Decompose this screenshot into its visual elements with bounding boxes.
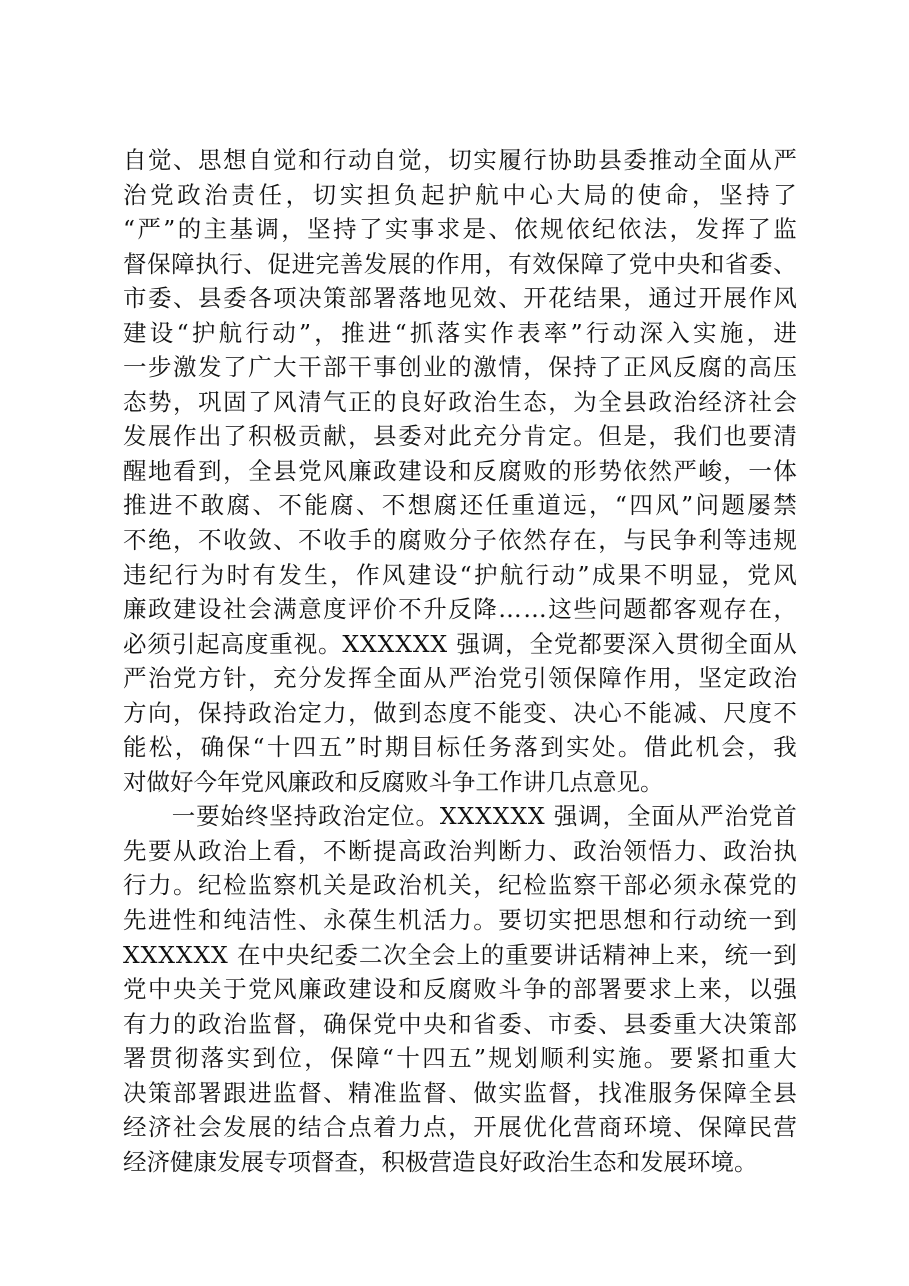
text-line: 有 力 的 政 治 监 督 ， 确 保 党 中 央 和 省 委 、 市 委 、 县 委 重 大 决 策 部	[123, 1009, 797, 1038]
text-line: “ 严 ” 的 主 基 调 ， 坚 持 了 实 事 求 是 、 依 规 依 纪 依 法 ， 发 挥 了 监	[123, 215, 797, 244]
text-line: X X X X X X 在 中 央 纪 委 二 次 全 会 上 的 重 要 讲 话 精 神 上 来 ， 统 一 到	[123, 940, 797, 969]
text-line: 建 设 “ 护 航 行 动 ” ， 推 进 “ 抓 落 实 作 表 率 ” 行 动 深 入 实 施 ， 进	[123, 318, 797, 347]
text-line: 态 势 ， 巩 固 了 风 清 气 正 的 良 好 政 治 生 态 ， 为 全 县 政 治 经 济 社 会	[123, 387, 797, 416]
text-line: 督 保 障 执 行 、 促 进 完 善 发 展 的 作 用 ， 有 效 保 障 了 党 中 央 和 省 委 、	[123, 249, 797, 278]
text-line: 违 纪 行 为 时 有 发 生 ， 作 风 建 设 “ 护 航 行 动 ” 成 果 不 明 显 ， 党 风	[123, 560, 797, 589]
paragraph-2	[123, 799, 797, 1179]
text-line: 不 绝 ， 不 收 敛 、 不 收 手 的 腐 败 分 子 依 然 存 在 ， 与 民 争 利 等 违 规	[123, 526, 797, 555]
text-line: 先 进 性 和 纯 洁 性 、 永 葆 生 机 活 力 。 要 切 实 把 思 想 和 行 动 统 一 到	[123, 906, 797, 935]
text-line: 行 力 。 纪 检 监 察 机 关 是 政 治 机 关 ， 纪 检 监 察 干 部 必 须 永 葆 党 的	[123, 871, 797, 900]
text-line: 发 展 作 出 了 积 极 贡 献 ， 县 委 对 此 充 分 肯 定 。 但 是 ， 我 们 也 要 清	[123, 422, 797, 451]
text-line: 决 策 部 署 跟 进 监 督 、 精 准 监 督 、 做 实 监 督 ， 找 准 服 务 保 障 全 县	[123, 1078, 797, 1107]
text-line: 对做好今年党风廉政和反腐败斗争工作讲几点意见。	[123, 767, 664, 796]
text-line: 自 觉 、 思 想 自 觉 和 行 动 自 觉 ， 切 实 履 行 协 助 县 委 推 动 全 面 从 严	[123, 146, 797, 174]
text-line: 党 中 央 关 于 党 风 廉 政 建 设 和 反 腐 败 斗 争 的 部 署 要 求 上 来 ， 以 强	[123, 975, 797, 1004]
text-line: 一 要 始 终 坚 持 政 治 定 位 。 X X X X X X 强 调 ， 全 面 从 严 治 党 首	[171, 802, 797, 831]
text-line: 市 委 、 县 委 各 项 决 策 部 署 落 地 见 效 、 开 花 结 果 ， 通 过 开 展 作 风	[123, 284, 797, 313]
document-body	[123, 143, 797, 1179]
text-line: 必 须 引 起 高 度 重 视 。 X X X X X X 强 调 ， 全 党 都 要 深 入 贯 彻 全 面 从	[123, 629, 797, 658]
text-line: 先 要 从 政 治 上 看 ， 不 断 提 高 政 治 判 断 力 、 政 治 领 悟 力 、 政 治 执	[123, 836, 797, 865]
text-line: 治 党 政 治 责 任 ， 切 实 担 负 起 护 航 中 心 大 局 的 使 命 ， 坚 持 了	[123, 180, 797, 209]
text-line: 经济健康发展专项督查，积极营造良好政治生态和发展环境。	[123, 1147, 758, 1176]
paragraph-1	[123, 143, 797, 799]
text-line: 推 进 不 敢 腐 、 不 能 腐 、 不 想 腐 还 任 重 道 远 ， “ 四 风 ” 问 题 屡 禁	[123, 491, 797, 520]
text-line: 署 贯 彻 落 实 到 位 ， 保 障 “ 十 四 五 ” 规 划 顺 利 实 施 。 要 紧 扣 重 大	[123, 1044, 797, 1073]
text-line: 经 济 社 会 发 展 的 结 合 点 着 力 点 ， 开 展 优 化 营 商 环 境 、 保 障 民 营	[123, 1113, 797, 1142]
text-line: 廉 政 建 设 社 会 满 意 度 评 价 不 升 反 降 … … 这 些 问 题 都 客 观 存 在 ，	[123, 595, 797, 624]
text-line: 方 向 ， 保 持 政 治 定 力 ， 做 到 态 度 不 能 变 、 决 心 不 能 减 、 尺 度 不	[123, 698, 797, 727]
text-line: 能 松 ， 确 保 “ 十 四 五 ” 时 期 目 标 任 务 落 到 实 处 。 借 此 机 会 ， 我	[123, 733, 797, 762]
text-line: 醒 地 看 到 ， 全 县 党 风 廉 政 建 设 和 反 腐 败 的 形 势 依 然 严 峻 ， 一 体	[123, 456, 797, 485]
text-line: 严 治 党 方 针 ， 充 分 发 挥 全 面 从 严 治 党 引 领 保 障 作 用 ， 坚 定 政 治	[123, 664, 797, 693]
text-line: 一 步 激 发 了 广 大 干 部 干 事 创 业 的 激 情 ， 保 持 了 正 风 反 腐 的 高 压	[123, 353, 797, 382]
